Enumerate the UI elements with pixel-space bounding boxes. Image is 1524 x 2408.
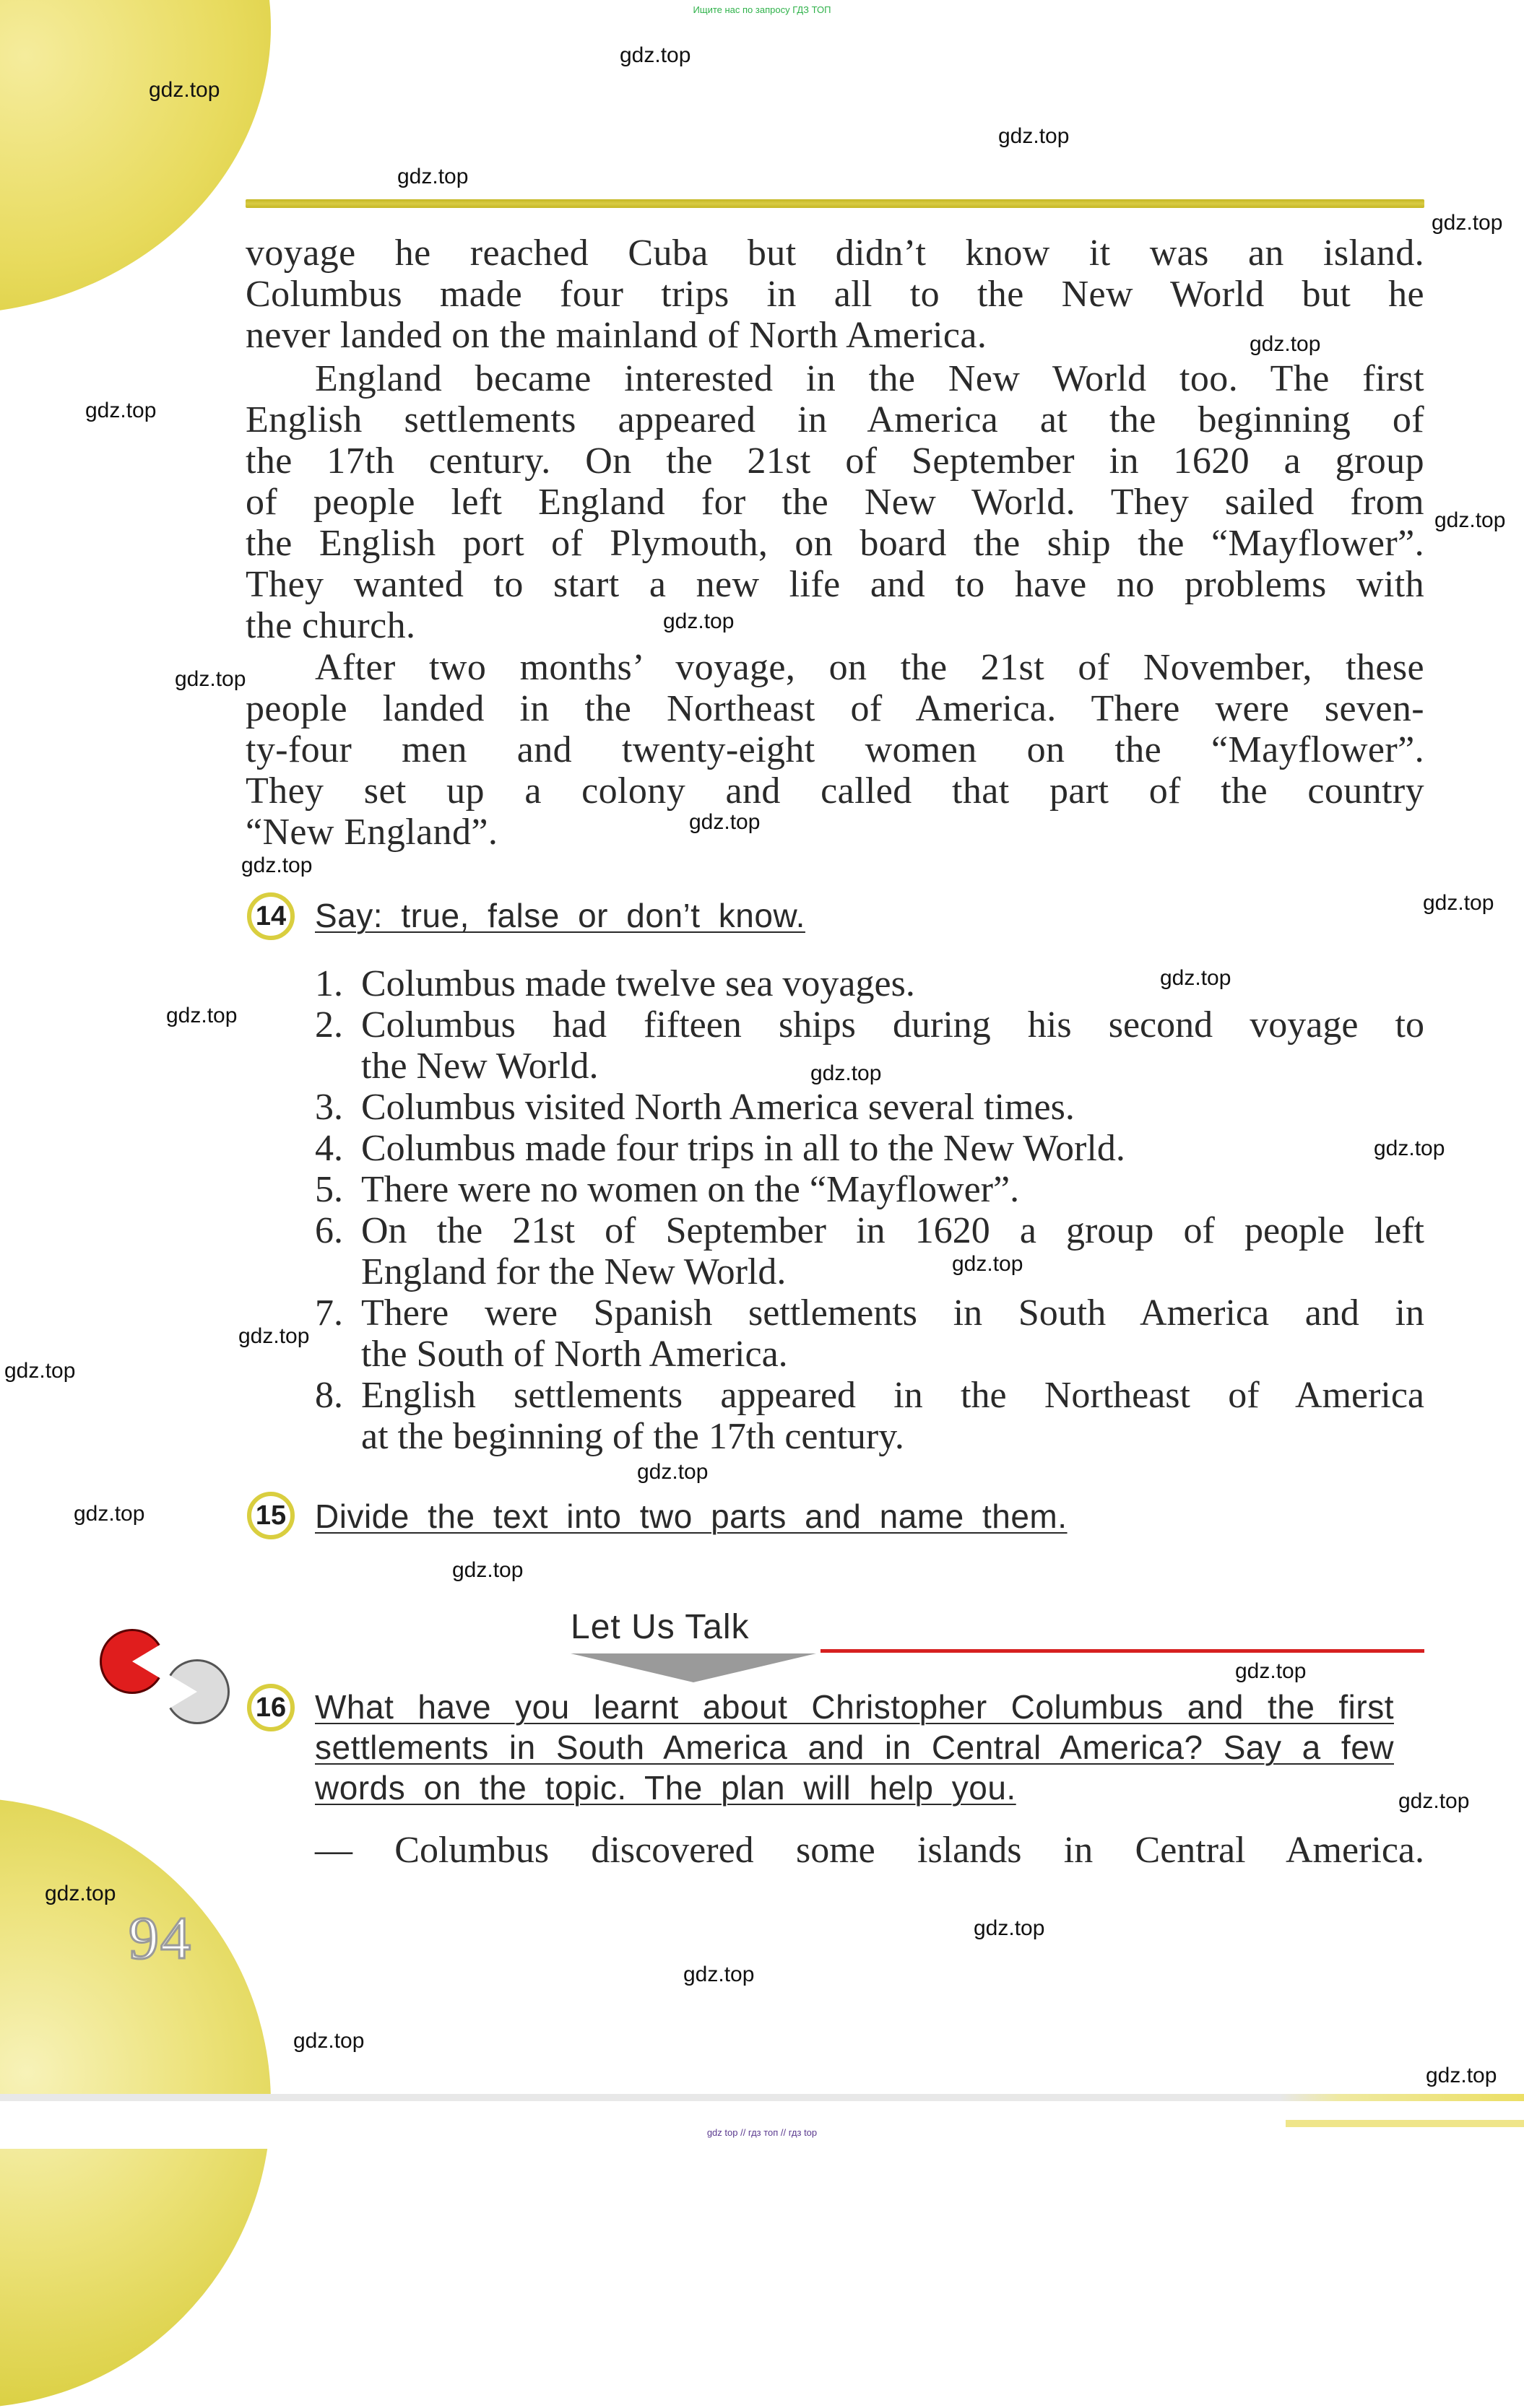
- item-text: Columbus made four trips in all to the New World.: [361, 1128, 1125, 1169]
- watermark: gdz.top: [1434, 508, 1506, 532]
- exercise-14-list: [315, 963, 1424, 1457]
- item-text: the New World.: [361, 1046, 599, 1087]
- text-line: the church.: [246, 605, 416, 646]
- watermark: gdz.top: [45, 1882, 116, 1905]
- watermark: gdz.top: [683, 1963, 755, 1986]
- list-item: [315, 1210, 1424, 1292]
- exercise-14-badge: 14: [247, 892, 295, 940]
- item-number: 5.: [315, 1169, 343, 1210]
- item-text: Columbus had fifteen ships during his second voyage to: [361, 1004, 1424, 1046]
- text-line: After two months’ voyage, on the 21st of November, these: [315, 647, 1424, 688]
- item-number: 7.: [315, 1292, 343, 1334]
- text-line: the 17th century. On the 21st of September in 1620 a group: [246, 440, 1424, 482]
- text-line: England became interested in the New World too. The first: [315, 358, 1424, 399]
- section-title-red-line: [821, 1649, 1424, 1653]
- list-item: [315, 1169, 1424, 1210]
- watermark: gdz.top: [1432, 211, 1503, 235]
- watermark: gdz.top: [663, 609, 735, 633]
- watermark: gdz.top: [149, 78, 220, 102]
- decorative-circle-top: [0, 0, 271, 314]
- watermark: gdz.top: [241, 853, 313, 877]
- watermark: gdz.top: [1423, 891, 1494, 915]
- watermark: gdz.top: [4, 1359, 76, 1383]
- reading-paragraph-1: [246, 232, 1424, 356]
- item-text: the South of North America.: [361, 1334, 788, 1375]
- item-text: On the 21st of September in 1620 a group of people left: [361, 1210, 1424, 1251]
- watermark: gdz.top: [998, 124, 1070, 148]
- reading-paragraph-2: [246, 358, 1424, 646]
- item-text: There were no women on the “Mayflower”.: [361, 1169, 1020, 1210]
- exercise-16-badge: 16: [247, 1684, 295, 1731]
- item-text: English settlements appeared in the Northeast of America: [361, 1375, 1424, 1416]
- text-line: never landed on the mainland of North America.: [246, 315, 987, 356]
- item-number: 8.: [315, 1375, 343, 1416]
- instruction-line: settlements in South America and in Central America? Say a few: [315, 1729, 1394, 1766]
- grey-pacman-icon: [165, 1659, 230, 1724]
- section-title-arrow-icon: [571, 1653, 816, 1682]
- item-text: at the beginning of the 17th century.: [361, 1416, 904, 1457]
- exercise-15-badge: 15: [247, 1492, 295, 1539]
- watermark: gdz.top: [620, 43, 691, 67]
- watermark: gdz.top: [1426, 2064, 1497, 2087]
- watermark: gdz.top: [1398, 1789, 1470, 1813]
- list-item: [315, 1087, 1424, 1128]
- bottom-stripe-accent: [1286, 2120, 1524, 2127]
- item-number: 6.: [315, 1210, 343, 1251]
- watermark: gdz.top: [1235, 1659, 1307, 1683]
- top-banner[interactable]: Ищите нас по запросу ГДЗ ТОП: [693, 4, 831, 15]
- exercise-14-instruction: Say: true, false or don’t know.: [315, 897, 805, 934]
- text-line: “New England”.: [246, 812, 498, 853]
- text-line: the English port of Plymouth, on board the ship the “Mayflower”.: [246, 523, 1424, 564]
- item-text: Columbus made twelve sea voyages.: [361, 963, 915, 1004]
- red-pacman-icon: [100, 1629, 165, 1694]
- text-line: of people left England for the New World. They sailed from: [246, 482, 1424, 523]
- watermark: gdz.top: [293, 2029, 365, 2053]
- text-line: people landed in the Northeast of America. There were seven-: [246, 688, 1424, 729]
- text-line: English settlements appeared in America at the beginning of: [246, 399, 1424, 440]
- watermark: gdz.top: [952, 1252, 1023, 1276]
- instruction-line: What have you learnt about Christopher Columbus and the first: [315, 1688, 1394, 1726]
- watermark: gdz.top: [1374, 1136, 1445, 1160]
- watermark: gdz.top: [810, 1061, 882, 1085]
- page-number: 94: [129, 1905, 192, 1972]
- list-item: [315, 1375, 1424, 1457]
- list-item: [315, 1128, 1424, 1169]
- item-text: England for the New World.: [361, 1251, 787, 1292]
- section-title: Let Us Talk: [571, 1608, 750, 1646]
- watermark: gdz.top: [238, 1324, 310, 1348]
- text-line: ty-four men and twenty-eight women on the “Mayflower”.: [246, 729, 1424, 770]
- watermark: gdz.top: [74, 1502, 145, 1526]
- watermark: gdz.top: [397, 165, 469, 188]
- watermark: gdz.top: [175, 667, 246, 691]
- item-number: 1.: [315, 963, 343, 1004]
- exercise-16-instruction: [315, 1687, 1394, 1808]
- item-number: 3.: [315, 1087, 343, 1128]
- item-number: 4.: [315, 1128, 343, 1169]
- watermark: gdz.top: [85, 399, 157, 422]
- text-line: They set up a colony and called that part of the country: [246, 770, 1424, 812]
- list-item: [315, 1292, 1424, 1375]
- header-rule: [246, 199, 1424, 208]
- text-line: Columbus made four trips in all to the New World but he: [246, 274, 1424, 315]
- item-number: 2.: [315, 1004, 343, 1046]
- watermark: gdz.top: [1250, 332, 1321, 356]
- list-item: [315, 963, 1424, 1004]
- watermark: gdz.top: [452, 1558, 524, 1582]
- watermark: gdz.top: [166, 1004, 238, 1027]
- bottom-stripe: [0, 2094, 1524, 2101]
- watermark: gdz.top: [637, 1460, 709, 1484]
- watermark: gdz.top: [689, 810, 761, 834]
- watermark: gdz.top: [974, 1916, 1045, 1940]
- reading-paragraph-3: [246, 647, 1424, 853]
- exercise-15-instruction: Divide the text into two parts and name them.: [315, 1498, 1068, 1535]
- instruction-line: words on the topic. The plan will help you.: [315, 1769, 1016, 1807]
- bottom-banner[interactable]: gdz top // гдз топ // гдз top: [706, 2127, 818, 2138]
- watermark: gdz.top: [1160, 966, 1231, 990]
- text-line: They wanted to start a new life and to have no problems with: [246, 564, 1424, 605]
- item-text: Columbus visited North America several times.: [361, 1087, 1075, 1128]
- text-line: voyage he reached Cuba but didn’t know it was an island.: [246, 232, 1424, 274]
- plan-item: — Columbus discovered some islands in Central America.: [315, 1830, 1424, 1871]
- item-text: There were Spanish settlements in South America and in: [361, 1292, 1424, 1334]
